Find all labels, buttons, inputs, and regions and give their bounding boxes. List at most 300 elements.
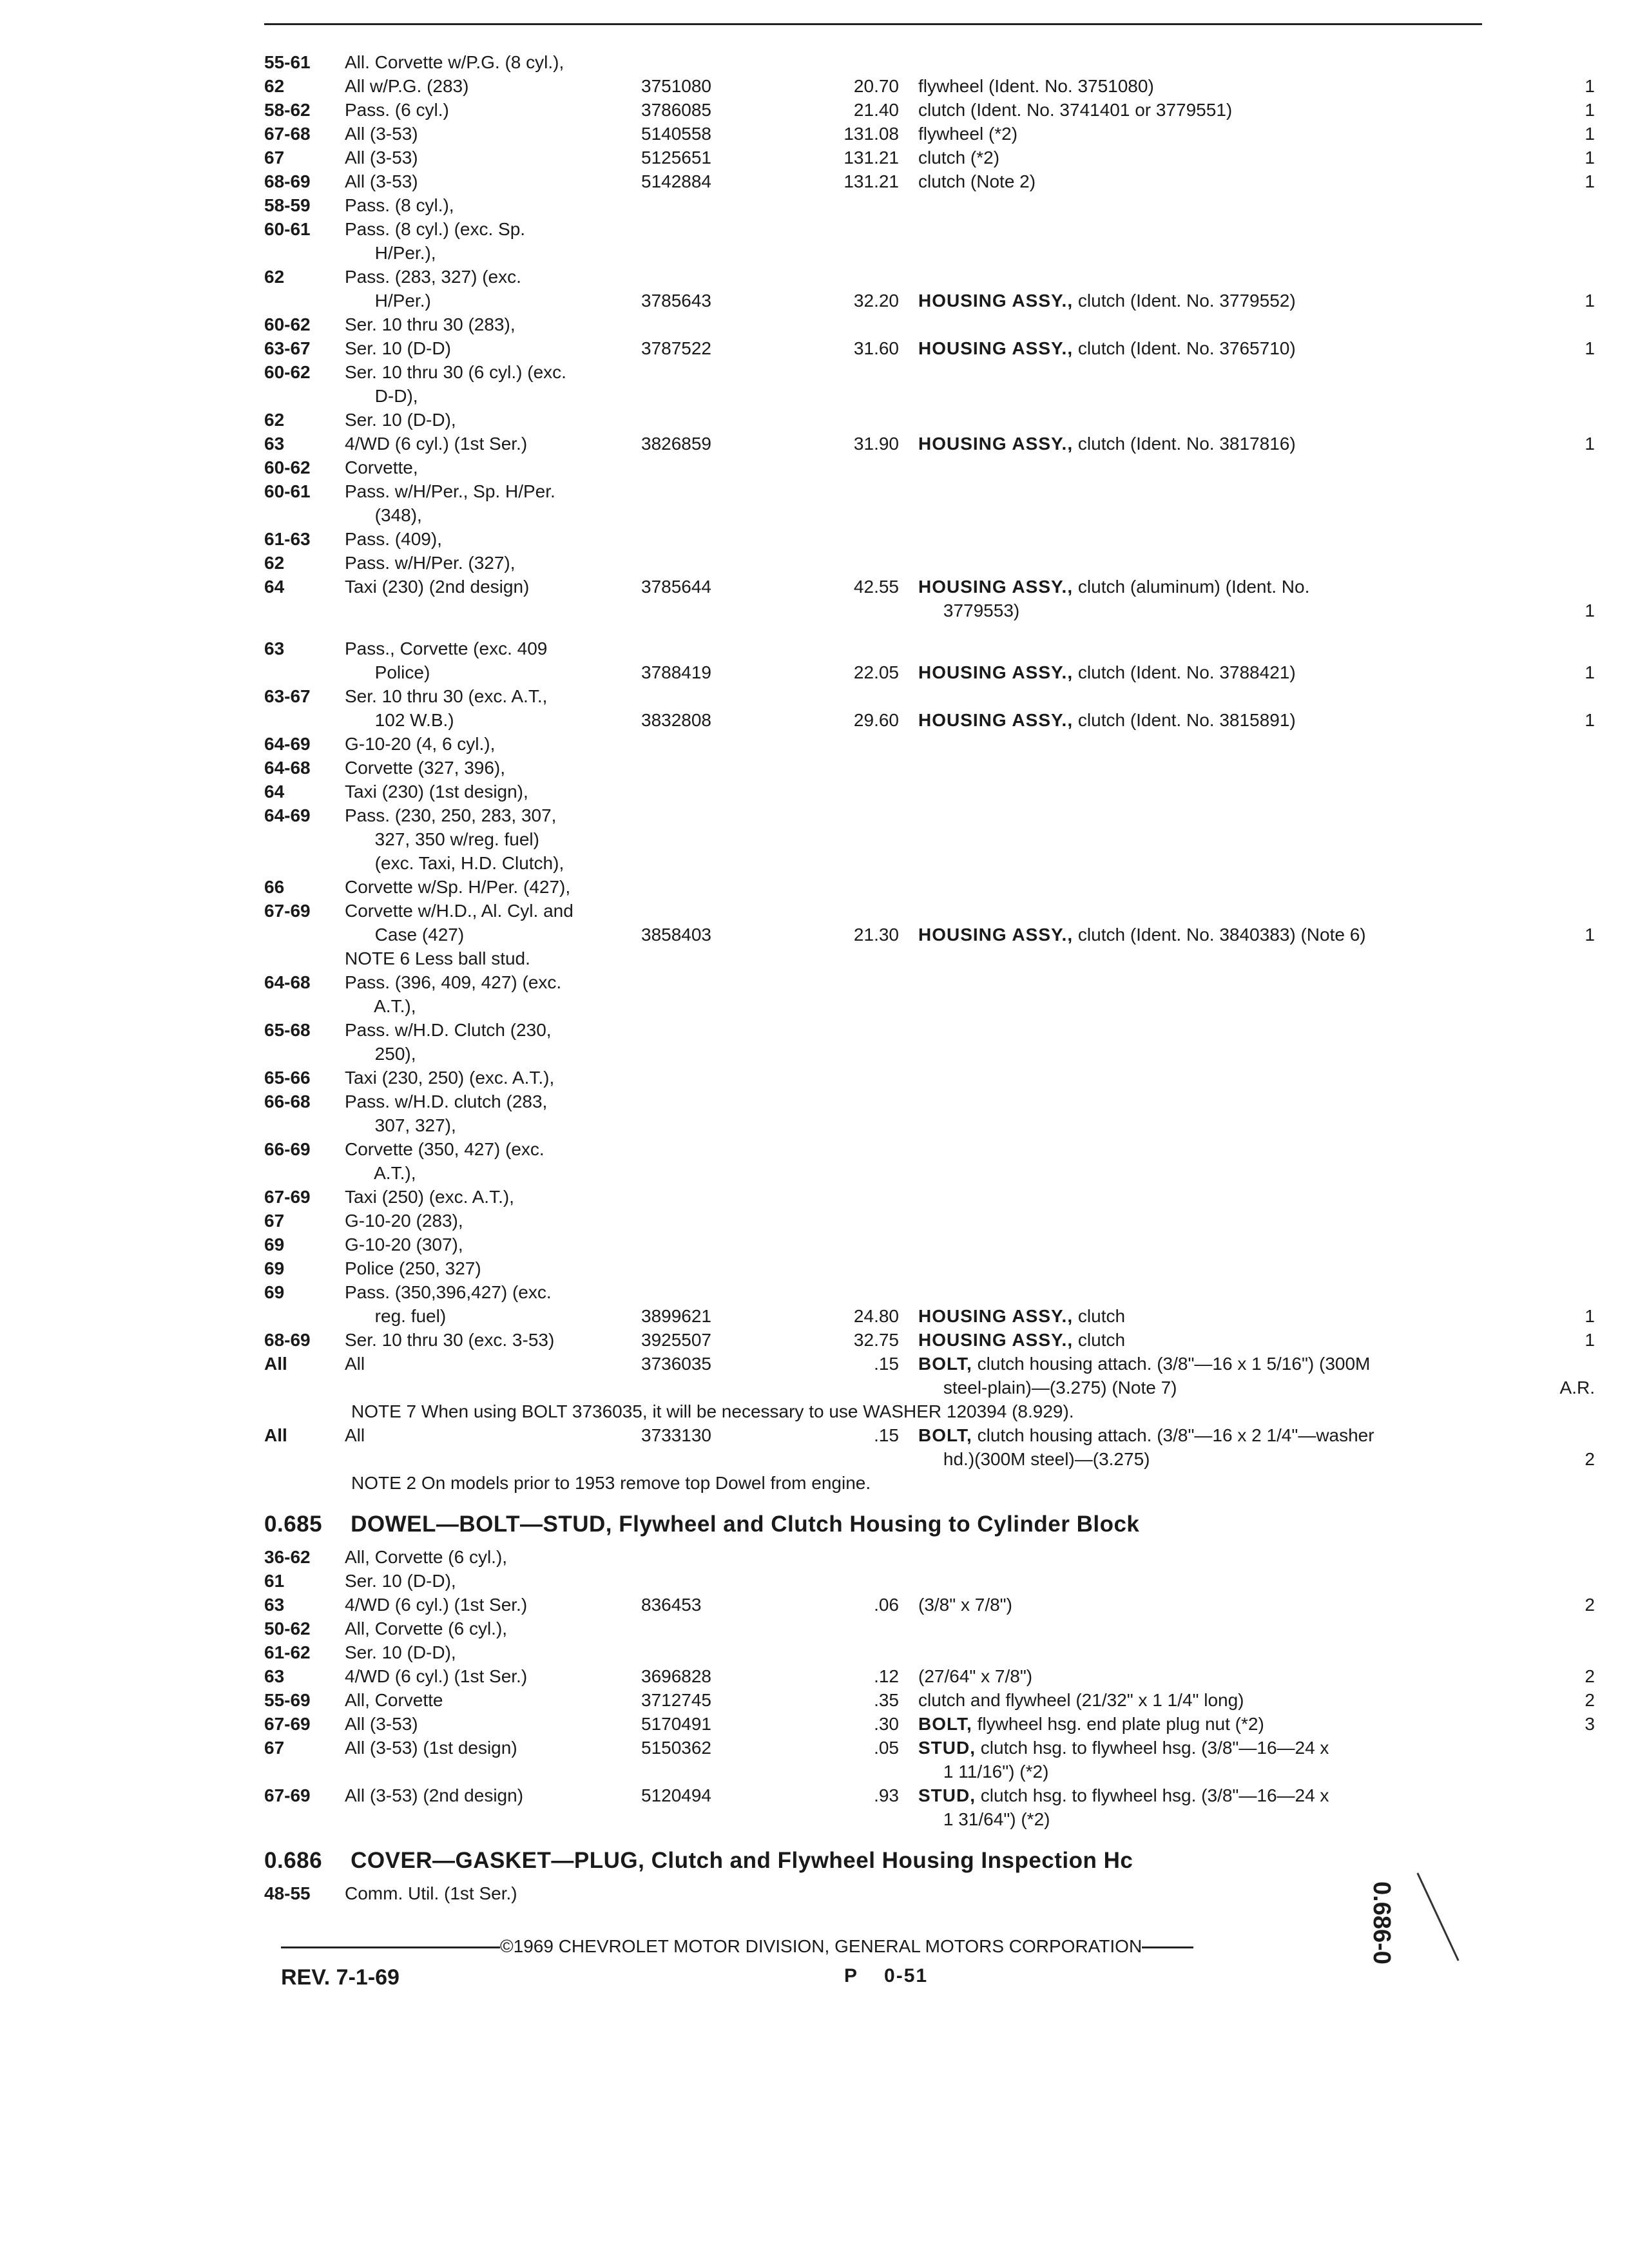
parts-row bbox=[264, 1304, 1595, 1328]
model-years: 60-61 bbox=[264, 219, 311, 239]
parts-row bbox=[264, 479, 1540, 503]
quantity bbox=[1543, 732, 1595, 756]
quantity bbox=[1543, 875, 1595, 899]
part-detail: clutch (Ident. No. 3817816) bbox=[1077, 434, 1296, 454]
part-description bbox=[899, 122, 1543, 146]
part-description bbox=[899, 923, 1543, 947]
parts-row bbox=[264, 899, 1540, 923]
quantity bbox=[1543, 1760, 1595, 1783]
quantity bbox=[1543, 503, 1595, 527]
footer-rule-left bbox=[281, 1946, 500, 1948]
part-description bbox=[899, 1233, 1543, 1256]
parts-listing bbox=[264, 50, 1595, 1905]
part-number bbox=[641, 875, 834, 899]
quantity bbox=[1543, 1569, 1595, 1593]
list-price bbox=[834, 1042, 899, 1066]
part-description bbox=[899, 360, 1543, 384]
list-price bbox=[834, 851, 899, 875]
section-title: COVER—GASKET—PLUG, Clutch and Flywheel Housing Inspection Hc bbox=[351, 1848, 1133, 1873]
part-description bbox=[899, 1545, 1543, 1569]
quantity bbox=[1543, 1783, 1595, 1807]
part-number bbox=[641, 732, 834, 756]
model-application: A.T.), bbox=[345, 1163, 416, 1183]
quantity bbox=[1543, 1185, 1595, 1209]
quantity bbox=[1543, 1736, 1595, 1760]
quantity bbox=[1543, 851, 1595, 875]
model-years: 65-66 bbox=[264, 1068, 311, 1088]
section-title: DOWEL—BOLT—STUD, Flywheel and Clutch Housing to Cylinder Block bbox=[351, 1512, 1140, 1537]
model-application: Pass. w/H/Per., Sp. H/Per. bbox=[345, 481, 555, 501]
part-description bbox=[899, 1807, 1543, 1831]
part-detail: flywheel hsg. end plate plug nut (*2) bbox=[977, 1714, 1264, 1734]
parts-row bbox=[264, 1664, 1595, 1688]
part-description bbox=[899, 1664, 1543, 1688]
part-number bbox=[641, 217, 834, 241]
part-description bbox=[899, 1137, 1543, 1161]
part-name: HOUSING ASSY., bbox=[918, 1306, 1074, 1326]
part-number bbox=[641, 360, 834, 384]
model-years: 60-62 bbox=[264, 457, 311, 477]
part-description bbox=[899, 384, 1543, 408]
model-years bbox=[264, 1161, 345, 1185]
model-years bbox=[264, 599, 345, 622]
list-price bbox=[834, 637, 899, 660]
model-application: Corvette (350, 427) (exc. bbox=[345, 1139, 545, 1159]
part-number bbox=[641, 503, 834, 527]
quantity bbox=[1543, 637, 1595, 660]
model-application: All. Corvette w/P.G. (8 cyl.), bbox=[345, 52, 564, 72]
part-number: 3696828 bbox=[641, 1666, 712, 1686]
model-application: Pass., Corvette (exc. 409 bbox=[345, 639, 548, 658]
parts-row bbox=[264, 660, 1595, 684]
part-number: 3785644 bbox=[641, 577, 712, 597]
part-number bbox=[641, 479, 834, 503]
quantity bbox=[1543, 1423, 1595, 1447]
parts-row bbox=[264, 1256, 1540, 1280]
model-years bbox=[264, 827, 345, 851]
parts-row bbox=[264, 1209, 1540, 1233]
model-years: 55-61 bbox=[264, 52, 311, 72]
quantity bbox=[1543, 1209, 1595, 1233]
parts-row bbox=[264, 241, 1540, 265]
parts-row bbox=[264, 1617, 1540, 1640]
model-application: D-D), bbox=[345, 386, 418, 406]
list-price bbox=[834, 899, 899, 923]
part-description bbox=[899, 146, 1543, 169]
part-number bbox=[641, 384, 834, 408]
list-price bbox=[834, 1256, 899, 1280]
parts-row bbox=[264, 1447, 1595, 1471]
model-years: 61 bbox=[264, 1571, 285, 1591]
list-price: 131.21 bbox=[843, 148, 899, 168]
part-number bbox=[641, 684, 834, 708]
list-price bbox=[834, 360, 899, 384]
footnote: NOTE 7 When using BOLT 3736035, it will be necessary to use WASHER 120394 (8.929). bbox=[351, 1401, 1074, 1421]
parts-row bbox=[264, 1545, 1540, 1569]
part-number bbox=[641, 1113, 834, 1137]
model-application: Ser. 10 thru 30 (283), bbox=[345, 314, 516, 334]
part-detail: clutch (aluminum) (Ident. No. bbox=[1077, 577, 1310, 597]
part-number bbox=[641, 1256, 834, 1280]
part-description bbox=[899, 732, 1543, 756]
quantity: 1 bbox=[1585, 171, 1595, 191]
model-years: 62 bbox=[264, 76, 285, 96]
list-price: 21.30 bbox=[853, 925, 899, 945]
list-price bbox=[834, 1161, 899, 1185]
parts-row bbox=[264, 360, 1540, 384]
quantity bbox=[1543, 312, 1595, 336]
list-price: .15 bbox=[874, 1354, 899, 1374]
model-application: Case (427) bbox=[345, 925, 465, 945]
part-description bbox=[899, 169, 1543, 193]
part-number bbox=[641, 994, 834, 1018]
model-years: 67 bbox=[264, 1738, 285, 1758]
part-number: 3925507 bbox=[641, 1330, 712, 1350]
part-number bbox=[641, 50, 834, 74]
part-number: 3736035 bbox=[641, 1354, 712, 1374]
part-detail: steel-plain)—(3.275) (Note 7) bbox=[918, 1378, 1177, 1398]
model-application: Corvette w/H.D., Al. Cyl. and bbox=[345, 901, 574, 921]
model-application: All w/P.G. (283) bbox=[345, 76, 469, 96]
parts-row bbox=[264, 384, 1540, 408]
part-number bbox=[641, 947, 834, 970]
model-application: Pass. (396, 409, 427) (exc. bbox=[345, 972, 562, 992]
part-description bbox=[899, 1280, 1543, 1304]
list-price: 31.60 bbox=[853, 338, 899, 358]
model-years: 64-69 bbox=[264, 734, 311, 754]
model-application: Pass. (8 cyl.), bbox=[345, 195, 454, 215]
part-description bbox=[899, 1161, 1543, 1185]
part-number: 3785643 bbox=[641, 291, 712, 311]
quantity: 1 bbox=[1585, 925, 1595, 945]
part-description bbox=[899, 503, 1543, 527]
model-years: 62 bbox=[264, 410, 285, 430]
model-years: 67-69 bbox=[264, 1785, 311, 1805]
model-years: 62 bbox=[264, 267, 285, 287]
parts-row bbox=[264, 708, 1595, 732]
model-application: Comm. Util. (1st Ser.) bbox=[345, 1883, 517, 1903]
parts-row bbox=[264, 1423, 1540, 1447]
list-price: 42.55 bbox=[853, 577, 899, 597]
list-price: .12 bbox=[874, 1666, 899, 1686]
model-application: 4/WD (6 cyl.) (1st Ser.) bbox=[345, 1595, 528, 1615]
model-application: All (3-53) bbox=[345, 1714, 418, 1734]
part-detail: 1 31/64") (*2) bbox=[918, 1809, 1050, 1829]
quantity bbox=[1543, 1066, 1595, 1090]
part-number bbox=[641, 408, 834, 432]
model-application: All (3-53) bbox=[345, 124, 418, 144]
parts-row bbox=[264, 1042, 1540, 1066]
list-price bbox=[834, 384, 899, 408]
list-price bbox=[834, 503, 899, 527]
parts-row bbox=[264, 970, 1540, 994]
list-price: .35 bbox=[874, 1690, 899, 1710]
quantity bbox=[1543, 1352, 1595, 1376]
revision-date: REV. 7-1-69 bbox=[281, 1965, 400, 1990]
list-price bbox=[834, 551, 899, 575]
part-number: 836453 bbox=[641, 1595, 702, 1615]
model-years: 65-68 bbox=[264, 1020, 311, 1040]
quantity: 1 bbox=[1585, 1330, 1595, 1350]
parts-row bbox=[264, 551, 1540, 575]
model-application: G-10-20 (283), bbox=[345, 1211, 463, 1231]
page-num: 0-51 bbox=[884, 1965, 929, 1986]
quantity bbox=[1543, 551, 1595, 575]
parts-row bbox=[264, 732, 1540, 756]
parts-row bbox=[264, 1018, 1540, 1042]
parts-row bbox=[264, 1352, 1540, 1376]
model-application: Ser. 10 (D-D), bbox=[345, 410, 456, 430]
model-years: All bbox=[264, 1425, 287, 1445]
part-number: 3733130 bbox=[641, 1425, 712, 1445]
parts-row bbox=[264, 599, 1595, 622]
parts-row bbox=[264, 780, 1540, 803]
list-price bbox=[834, 312, 899, 336]
part-number bbox=[641, 1617, 834, 1640]
quantity bbox=[1543, 1137, 1595, 1161]
model-years: 55-69 bbox=[264, 1690, 311, 1710]
model-years bbox=[264, 1447, 345, 1471]
list-price bbox=[834, 241, 899, 265]
quantity bbox=[1543, 899, 1595, 923]
model-years: 63-67 bbox=[264, 686, 311, 706]
part-description bbox=[899, 575, 1543, 599]
list-price bbox=[834, 756, 899, 780]
model-years: 36-62 bbox=[264, 1547, 311, 1567]
quantity bbox=[1543, 241, 1595, 265]
copyright-text: ©1969 CHEVROLET MOTOR DIVISION, GENERAL MOTORS CORPORATION bbox=[500, 1936, 1142, 1956]
model-application: reg. fuel) bbox=[345, 1306, 447, 1326]
page-letter: P bbox=[844, 1965, 859, 1986]
part-description bbox=[899, 265, 1543, 289]
part-description bbox=[899, 994, 1543, 1018]
model-application: All bbox=[345, 1425, 365, 1445]
part-description bbox=[899, 1783, 1543, 1807]
list-price: .93 bbox=[874, 1785, 899, 1805]
model-years bbox=[264, 660, 345, 684]
part-detail: (27/64" x 7/8") bbox=[918, 1666, 1033, 1686]
part-number bbox=[641, 899, 834, 923]
part-detail: clutch (Ident. No. 3840383) (Note 6) bbox=[1077, 925, 1366, 945]
model-application: Pass. w/H/Per. (327), bbox=[345, 553, 516, 573]
list-price bbox=[834, 803, 899, 827]
list-price bbox=[834, 1569, 899, 1593]
model-years: 60-62 bbox=[264, 314, 311, 334]
list-price bbox=[834, 1185, 899, 1209]
model-application bbox=[345, 599, 641, 622]
model-years: 61-62 bbox=[264, 1642, 311, 1662]
quantity: 2 bbox=[1585, 1595, 1595, 1615]
parts-row bbox=[264, 637, 1540, 660]
part-number bbox=[641, 1280, 834, 1304]
model-application: All (3-53) (1st design) bbox=[345, 1738, 517, 1758]
part-description bbox=[899, 1736, 1543, 1760]
quantity: 1 bbox=[1585, 76, 1595, 96]
section-heading bbox=[264, 1844, 1540, 1878]
model-years bbox=[264, 708, 345, 732]
part-detail: clutch bbox=[1077, 1330, 1126, 1350]
model-application: G-10-20 (4, 6 cyl.), bbox=[345, 734, 496, 754]
part-name: BOLT, bbox=[918, 1425, 972, 1445]
parts-row bbox=[264, 1640, 1540, 1664]
block-spacer bbox=[264, 622, 1540, 637]
list-price: 22.05 bbox=[853, 662, 899, 682]
part-description bbox=[899, 875, 1543, 899]
parts-row bbox=[264, 1233, 1540, 1256]
parts-row bbox=[264, 289, 1595, 312]
model-years bbox=[264, 1376, 345, 1399]
quantity bbox=[1543, 994, 1595, 1018]
part-description bbox=[899, 241, 1543, 265]
part-number bbox=[641, 1881, 834, 1905]
part-description bbox=[899, 1066, 1543, 1090]
part-detail: clutch hsg. to flywheel hsg. (3/8"—16—24 x bbox=[980, 1785, 1329, 1805]
model-application: All (3-53) (2nd design) bbox=[345, 1785, 524, 1805]
part-description bbox=[899, 1256, 1543, 1280]
model-years: 63 bbox=[264, 1595, 285, 1615]
quantity bbox=[1543, 527, 1595, 551]
quantity: 1 bbox=[1585, 1306, 1595, 1326]
parts-row bbox=[264, 803, 1540, 827]
part-description bbox=[899, 551, 1543, 575]
model-years bbox=[264, 503, 345, 527]
parts-row bbox=[264, 146, 1595, 169]
model-application: H/Per.), bbox=[345, 243, 436, 263]
quantity bbox=[1543, 1018, 1595, 1042]
list-price bbox=[834, 265, 899, 289]
part-number bbox=[641, 265, 834, 289]
part-number: 3858403 bbox=[641, 925, 712, 945]
model-years bbox=[264, 923, 345, 947]
model-years: 67-68 bbox=[264, 124, 311, 144]
model-years: 67 bbox=[264, 1211, 285, 1231]
model-application bbox=[345, 1807, 641, 1831]
part-name: HOUSING ASSY., bbox=[918, 710, 1074, 730]
quantity bbox=[1543, 803, 1595, 827]
part-description bbox=[899, 479, 1543, 503]
model-application: Pass. (283, 327) (exc. bbox=[345, 267, 521, 287]
part-description bbox=[899, 289, 1543, 312]
quantity bbox=[1543, 780, 1595, 803]
part-description bbox=[899, 312, 1543, 336]
part-number: 5140558 bbox=[641, 124, 712, 144]
model-years: 58-59 bbox=[264, 195, 311, 215]
model-years: 64-69 bbox=[264, 805, 311, 825]
model-years: All bbox=[264, 1354, 287, 1374]
parts-row bbox=[264, 456, 1540, 479]
parts-row bbox=[264, 74, 1595, 98]
model-application: All bbox=[345, 1354, 365, 1374]
side-tab-label: 0.686-0 bbox=[1368, 1881, 1395, 1965]
list-price: .05 bbox=[874, 1738, 899, 1758]
part-number bbox=[641, 756, 834, 780]
part-detail: clutch bbox=[1077, 1306, 1126, 1326]
quantity bbox=[1543, 575, 1595, 599]
parts-row bbox=[264, 875, 1540, 899]
model-years: 64 bbox=[264, 577, 285, 597]
part-description bbox=[899, 803, 1543, 827]
list-price bbox=[834, 947, 899, 970]
part-description bbox=[899, 1688, 1543, 1712]
quantity bbox=[1543, 1042, 1595, 1066]
model-application: All, Corvette bbox=[345, 1690, 443, 1710]
model-years bbox=[264, 1042, 345, 1066]
part-number: 5150362 bbox=[641, 1738, 712, 1758]
parts-row bbox=[264, 684, 1540, 708]
parts-row bbox=[264, 923, 1595, 947]
list-price: 32.75 bbox=[853, 1330, 899, 1350]
quantity: 1 bbox=[1585, 662, 1595, 682]
section-heading bbox=[264, 1508, 1540, 1541]
model-application: All, Corvette (6 cyl.), bbox=[345, 1547, 508, 1567]
list-price bbox=[834, 1090, 899, 1113]
part-number bbox=[641, 1760, 834, 1783]
model-years: 67-69 bbox=[264, 901, 311, 921]
model-years bbox=[264, 947, 345, 970]
model-years bbox=[264, 384, 345, 408]
part-number bbox=[641, 1545, 834, 1569]
parts-row bbox=[264, 408, 1540, 432]
part-description bbox=[899, 527, 1543, 551]
part-detail: clutch (Ident. No. 3765710) bbox=[1077, 338, 1296, 358]
quantity bbox=[1543, 1617, 1595, 1640]
list-price bbox=[834, 456, 899, 479]
part-number bbox=[641, 970, 834, 994]
quantity bbox=[1543, 1881, 1595, 1905]
list-price: 131.21 bbox=[843, 171, 899, 191]
quantity bbox=[1543, 479, 1595, 503]
list-price bbox=[834, 827, 899, 851]
quantity bbox=[1543, 360, 1595, 384]
list-price bbox=[834, 1113, 899, 1137]
parts-row bbox=[264, 1688, 1595, 1712]
part-number bbox=[641, 1090, 834, 1113]
model-years: 48-55 bbox=[264, 1883, 311, 1903]
model-years: 63-67 bbox=[264, 338, 311, 358]
part-detail: clutch (Ident. No. 3788421) bbox=[1077, 662, 1296, 682]
model-application: H/Per.) bbox=[345, 291, 431, 311]
parts-row bbox=[264, 994, 1540, 1018]
part-number bbox=[641, 1807, 834, 1831]
part-name: HOUSING ASSY., bbox=[918, 1330, 1074, 1350]
parts-row bbox=[264, 98, 1595, 122]
list-price: .30 bbox=[874, 1714, 899, 1734]
part-description bbox=[899, 1185, 1543, 1209]
parts-row bbox=[264, 1712, 1595, 1736]
model-years: 66 bbox=[264, 877, 285, 897]
model-application: Taxi (250) (exc. A.T.), bbox=[345, 1187, 514, 1207]
part-description bbox=[899, 1881, 1543, 1905]
quantity: 2 bbox=[1585, 1666, 1595, 1686]
model-years: 63 bbox=[264, 434, 285, 454]
list-price bbox=[834, 217, 899, 241]
part-description bbox=[899, 970, 1543, 994]
part-description bbox=[899, 599, 1543, 622]
part-detail: flywheel (Ident. No. 3751080) bbox=[918, 76, 1154, 96]
part-number: 3786085 bbox=[641, 100, 712, 120]
list-price bbox=[834, 970, 899, 994]
part-number: 3788419 bbox=[641, 662, 712, 682]
part-description bbox=[899, 660, 1543, 684]
list-price: 32.20 bbox=[853, 291, 899, 311]
parts-row bbox=[264, 1137, 1540, 1161]
model-application: Ser. 10 thru 30 (exc. 3-53) bbox=[345, 1330, 555, 1350]
parts-row bbox=[264, 122, 1595, 146]
quantity: 1 bbox=[1585, 710, 1595, 730]
model-years: 63 bbox=[264, 1666, 285, 1686]
parts-row bbox=[264, 1328, 1595, 1352]
parts-row bbox=[264, 432, 1595, 456]
